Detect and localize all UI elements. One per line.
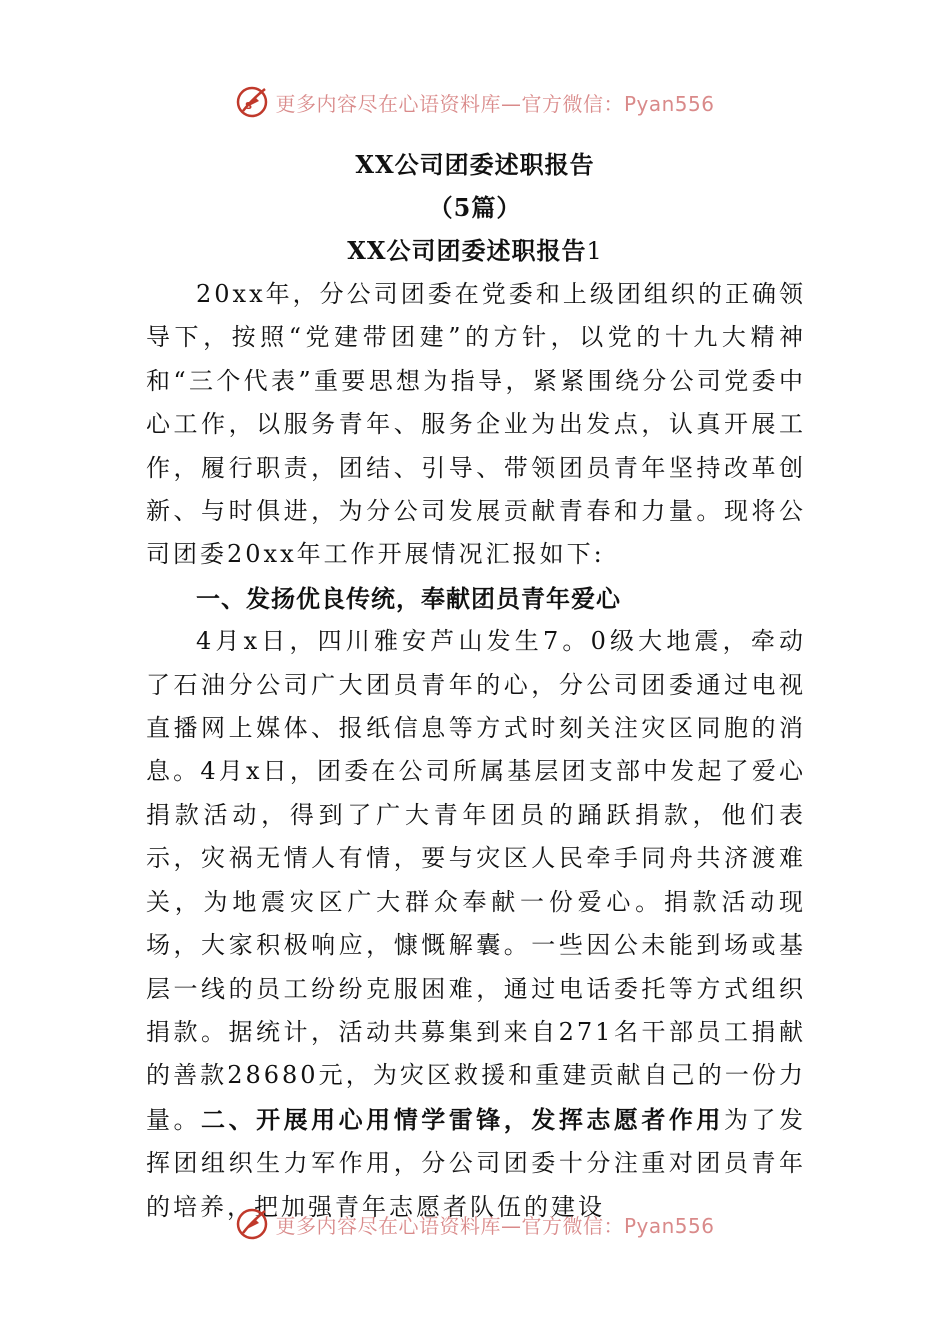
paragraph-intro: 20xx年，分公司团委在党委和上级团组织的正确领导下，按照“党建带团建”的方针，以党的十九大精神和“三个代表”重要思想为指导，紧紧围绕分公司党委中心工作，以服务青年、服务企业为出发点，认真开展工作，履行职责，团结、引导、带领团员青年坚持改革创新、与时俱进，为分公司发展贡献青春和力量。现将公司团委20xx年工作开展情况汇报如下: [146,280,806,569]
heading-section-1: 一、发扬优良传统，奉献团员青年爱心 [196,583,621,613]
paragraph-earthquake-text: 4月x日，四川雅安芦山发生7。0级大地震，牵动了石油分公司广大团员青年的心，分公司团委通过电视直播网上媒体、报纸信息等方式时刻关注灾区同胞的消息。4月x日，团委在公司所属基层团支部中发起了爱心捐款活动，得到了广大青年团员的踊跃捐款，他们表示，灾祸无情人有情，要与灾区人民牵手同舟共济渡难关，为地震灾区广大群众奉献一份爱心。捐款活动现场，大家积极响应，慷慨解囊。一些因公未能到场或基层一线的员工纷纷克服困难，通过电话委托等方式组织捐款。据统计，活动共募集到来自271名干部员工捐献的善款28680元，为灾区救援和重建贡献自己的一份力量。 [146,627,806,1134]
svg-text:S: S [245,101,253,112]
section-title-number: 1 [586,237,603,265]
footer-banner-text: 更多内容尽在心语资料库—官方微信：Pyan556 [275,1213,715,1238]
section-title [0,231,950,266]
header-watermark-banner [0,82,950,122]
section-title-text: XX公司团委述职报告 [347,236,587,265]
paragraph-earthquake [146,620,806,1229]
footer-watermark-banner [0,1206,950,1242]
heading-section-2: 二、开展用心用情学雷锋，发挥志愿者作用 [201,1104,724,1134]
document-title: XX公司团委述职报告 [355,150,595,179]
quill-logo-icon [235,85,269,119]
document-count: （5篇） [428,193,522,222]
paragraph-volunteer-text: 为了发挥团组织生力军作用，分公司团委十分注重对团员青年的培养，把加强青年志愿者队伍的建设 [146,1105,807,1221]
quill-logo-icon [235,1207,269,1241]
banner-text: 更多内容尽在心语资料库—官方微信：Pyan556 [275,91,715,116]
report-body [146,273,806,1229]
